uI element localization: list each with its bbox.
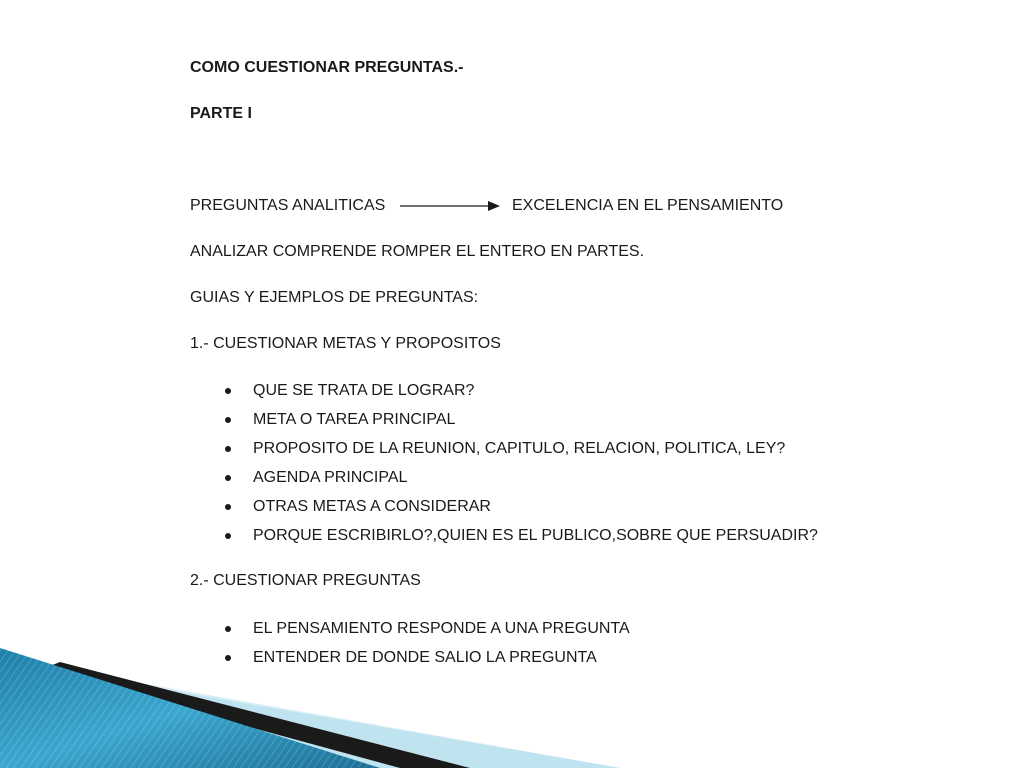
right-arrow-icon: [400, 198, 500, 214]
bullet-icon: [225, 626, 231, 632]
analytic-right-text: EXCELENCIA EN EL PENSAMIENTO: [512, 197, 784, 214]
list-item-text: ENTENDER DE DONDE SALIO LA PREGUNTA: [253, 649, 597, 666]
section2-heading: 2.- CUESTIONAR PREGUNTAS: [190, 572, 421, 589]
list-item-text: PROPOSITO DE LA REUNION, CAPITULO, RELACION, POLITICA, LEY?: [253, 440, 786, 457]
part-heading: PARTE I: [190, 105, 252, 122]
list-item-text: OTRAS METAS A CONSIDERAR: [253, 498, 491, 515]
list-item-text: AGENDA PRINCIPAL: [253, 469, 408, 486]
analytic-left-text: PREGUNTAS ANALITICAS: [190, 197, 386, 214]
bullet-icon: [225, 446, 231, 452]
guias-heading: GUIAS Y EJEMPLOS DE PREGUNTAS:: [190, 289, 479, 306]
bullet-icon: [225, 388, 231, 394]
document-title: COMO CUESTIONAR PREGUNTAS.-: [190, 59, 464, 76]
bullet-icon: [225, 533, 231, 539]
list-item-text: EL PENSAMIENTO RESPONDE A UNA PREGUNTA: [253, 620, 630, 637]
bullet-icon: [225, 417, 231, 423]
section1-heading: 1.- CUESTIONAR METAS Y PROPOSITOS: [190, 335, 501, 352]
analizar-text: ANALIZAR COMPRENDE ROMPER EL ENTERO EN PARTES.: [190, 243, 645, 260]
bullet-icon: [225, 504, 231, 510]
list-item-text: QUE SE TRATA DE LOGRAR?: [253, 382, 475, 399]
list-item-text: PORQUE ESCRIBIRLO?,QUIEN ES EL PUBLICO,SOBRE QUE PERSUADIR?: [253, 527, 818, 544]
list-item-text: META O TAREA PRINCIPAL: [253, 411, 456, 428]
corner-decoration: [0, 640, 620, 768]
bullet-icon: [225, 475, 231, 481]
